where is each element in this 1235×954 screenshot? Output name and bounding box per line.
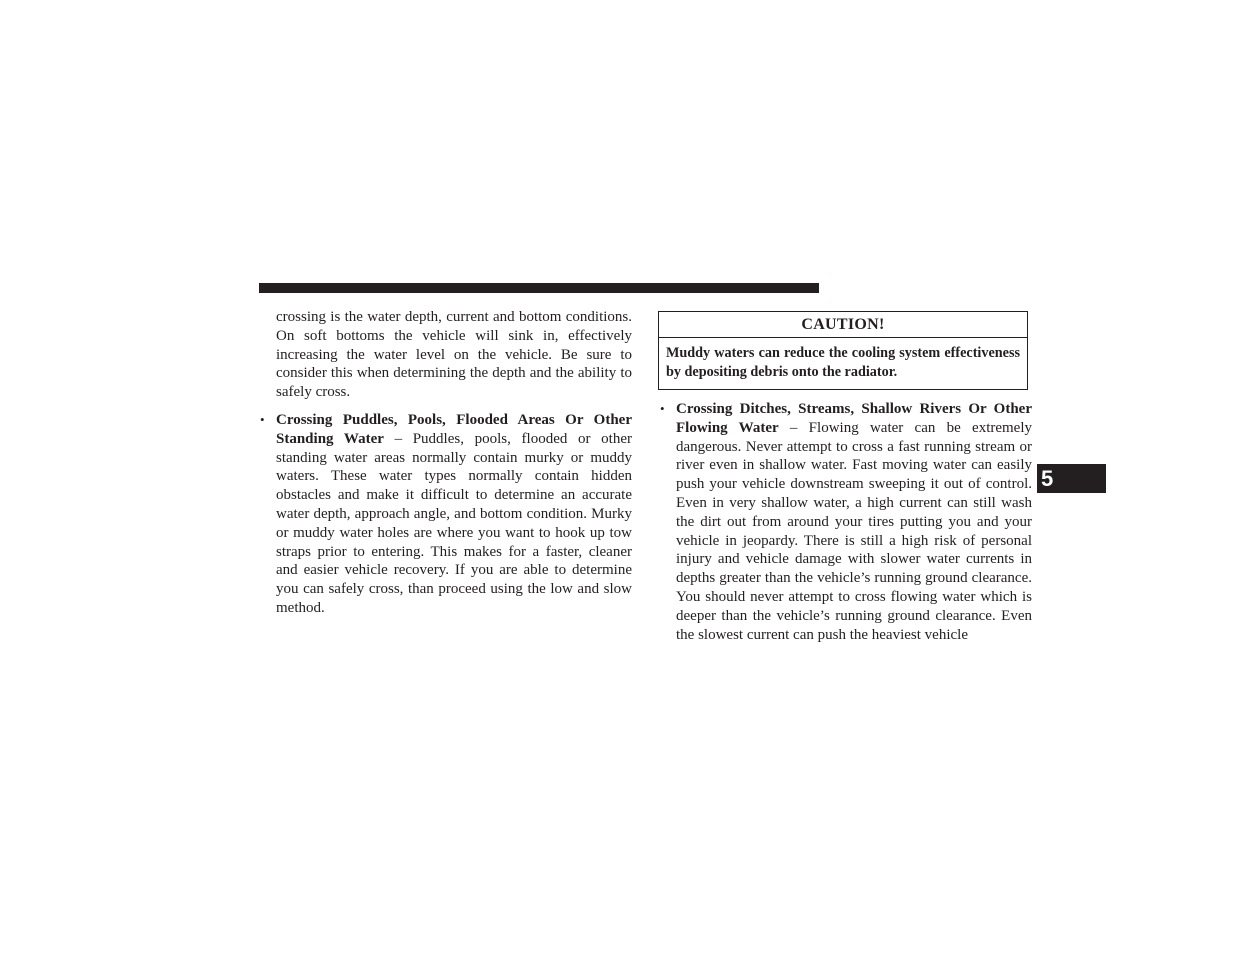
caution-box	[658, 311, 1028, 390]
intro-paragraph: crossing is the water depth, current and bottom conditions. On soft bottoms the vehicle will sink in, effectively increasing the water level on the vehicle. Be sure to consider this when determining the depth and the ability to safely cross.	[276, 309, 632, 401]
bullet-item-standing-water	[260, 411, 632, 618]
bullet-title: Crossing Puddles, Pools, Flooded Areas Or Other Standing Water	[276, 411, 632, 447]
bullet-text: – Flowing water can be extremely dangerous. Never attempt to cross a fast running stream or river even in shallow water. Fast moving water can easily push your vehicle downstream sweeping it out of control. Even in very shallow water, a high current can still wash the dirt out from around your tires putting you and your vehicle in jeopardy. There is still a high risk of personal injury and vehicle damage with slower water currents in depths greater than the vehicle’s running ground clearance. You should never attempt to cross flowing water which is deeper than the vehicle’s running ground clearance. Even the slowest current can push the heaviest vehicle	[676, 419, 1033, 643]
bullet-item-flowing-water	[660, 400, 1033, 644]
header-rule	[259, 283, 819, 293]
bullet-title: Crossing Ditches, Streams, Shallow Rivers Or Other Flowing Water	[676, 401, 1032, 436]
caution-heading: CAUTION!	[659, 312, 1027, 338]
right-column	[658, 311, 1032, 644]
left-column	[260, 308, 632, 618]
caution-text: Muddy waters can reduce the cooling system effectiveness by depositing debris onto the radiator.	[666, 345, 1020, 380]
chapter-tab	[1037, 464, 1106, 493]
bullet-text: – Puddles, pools, flooded or other standing water areas normally contain murky or muddy waters. These water types normally contain hidden obstacles and make it difficult to determine an accurate water depth, approach angle, and bottom condition. Murky or muddy water holes are where you want to hook up tow straps prior to entering. This makes for a faster, cleaner and easier vehicle recovery. If you are able to determine you can safely cross, than proceed using the low and slow method.	[276, 430, 632, 616]
bullet-icon: •	[260, 411, 265, 427]
chapter-number: 5	[1041, 466, 1054, 491]
bullet-icon: •	[660, 401, 665, 416]
